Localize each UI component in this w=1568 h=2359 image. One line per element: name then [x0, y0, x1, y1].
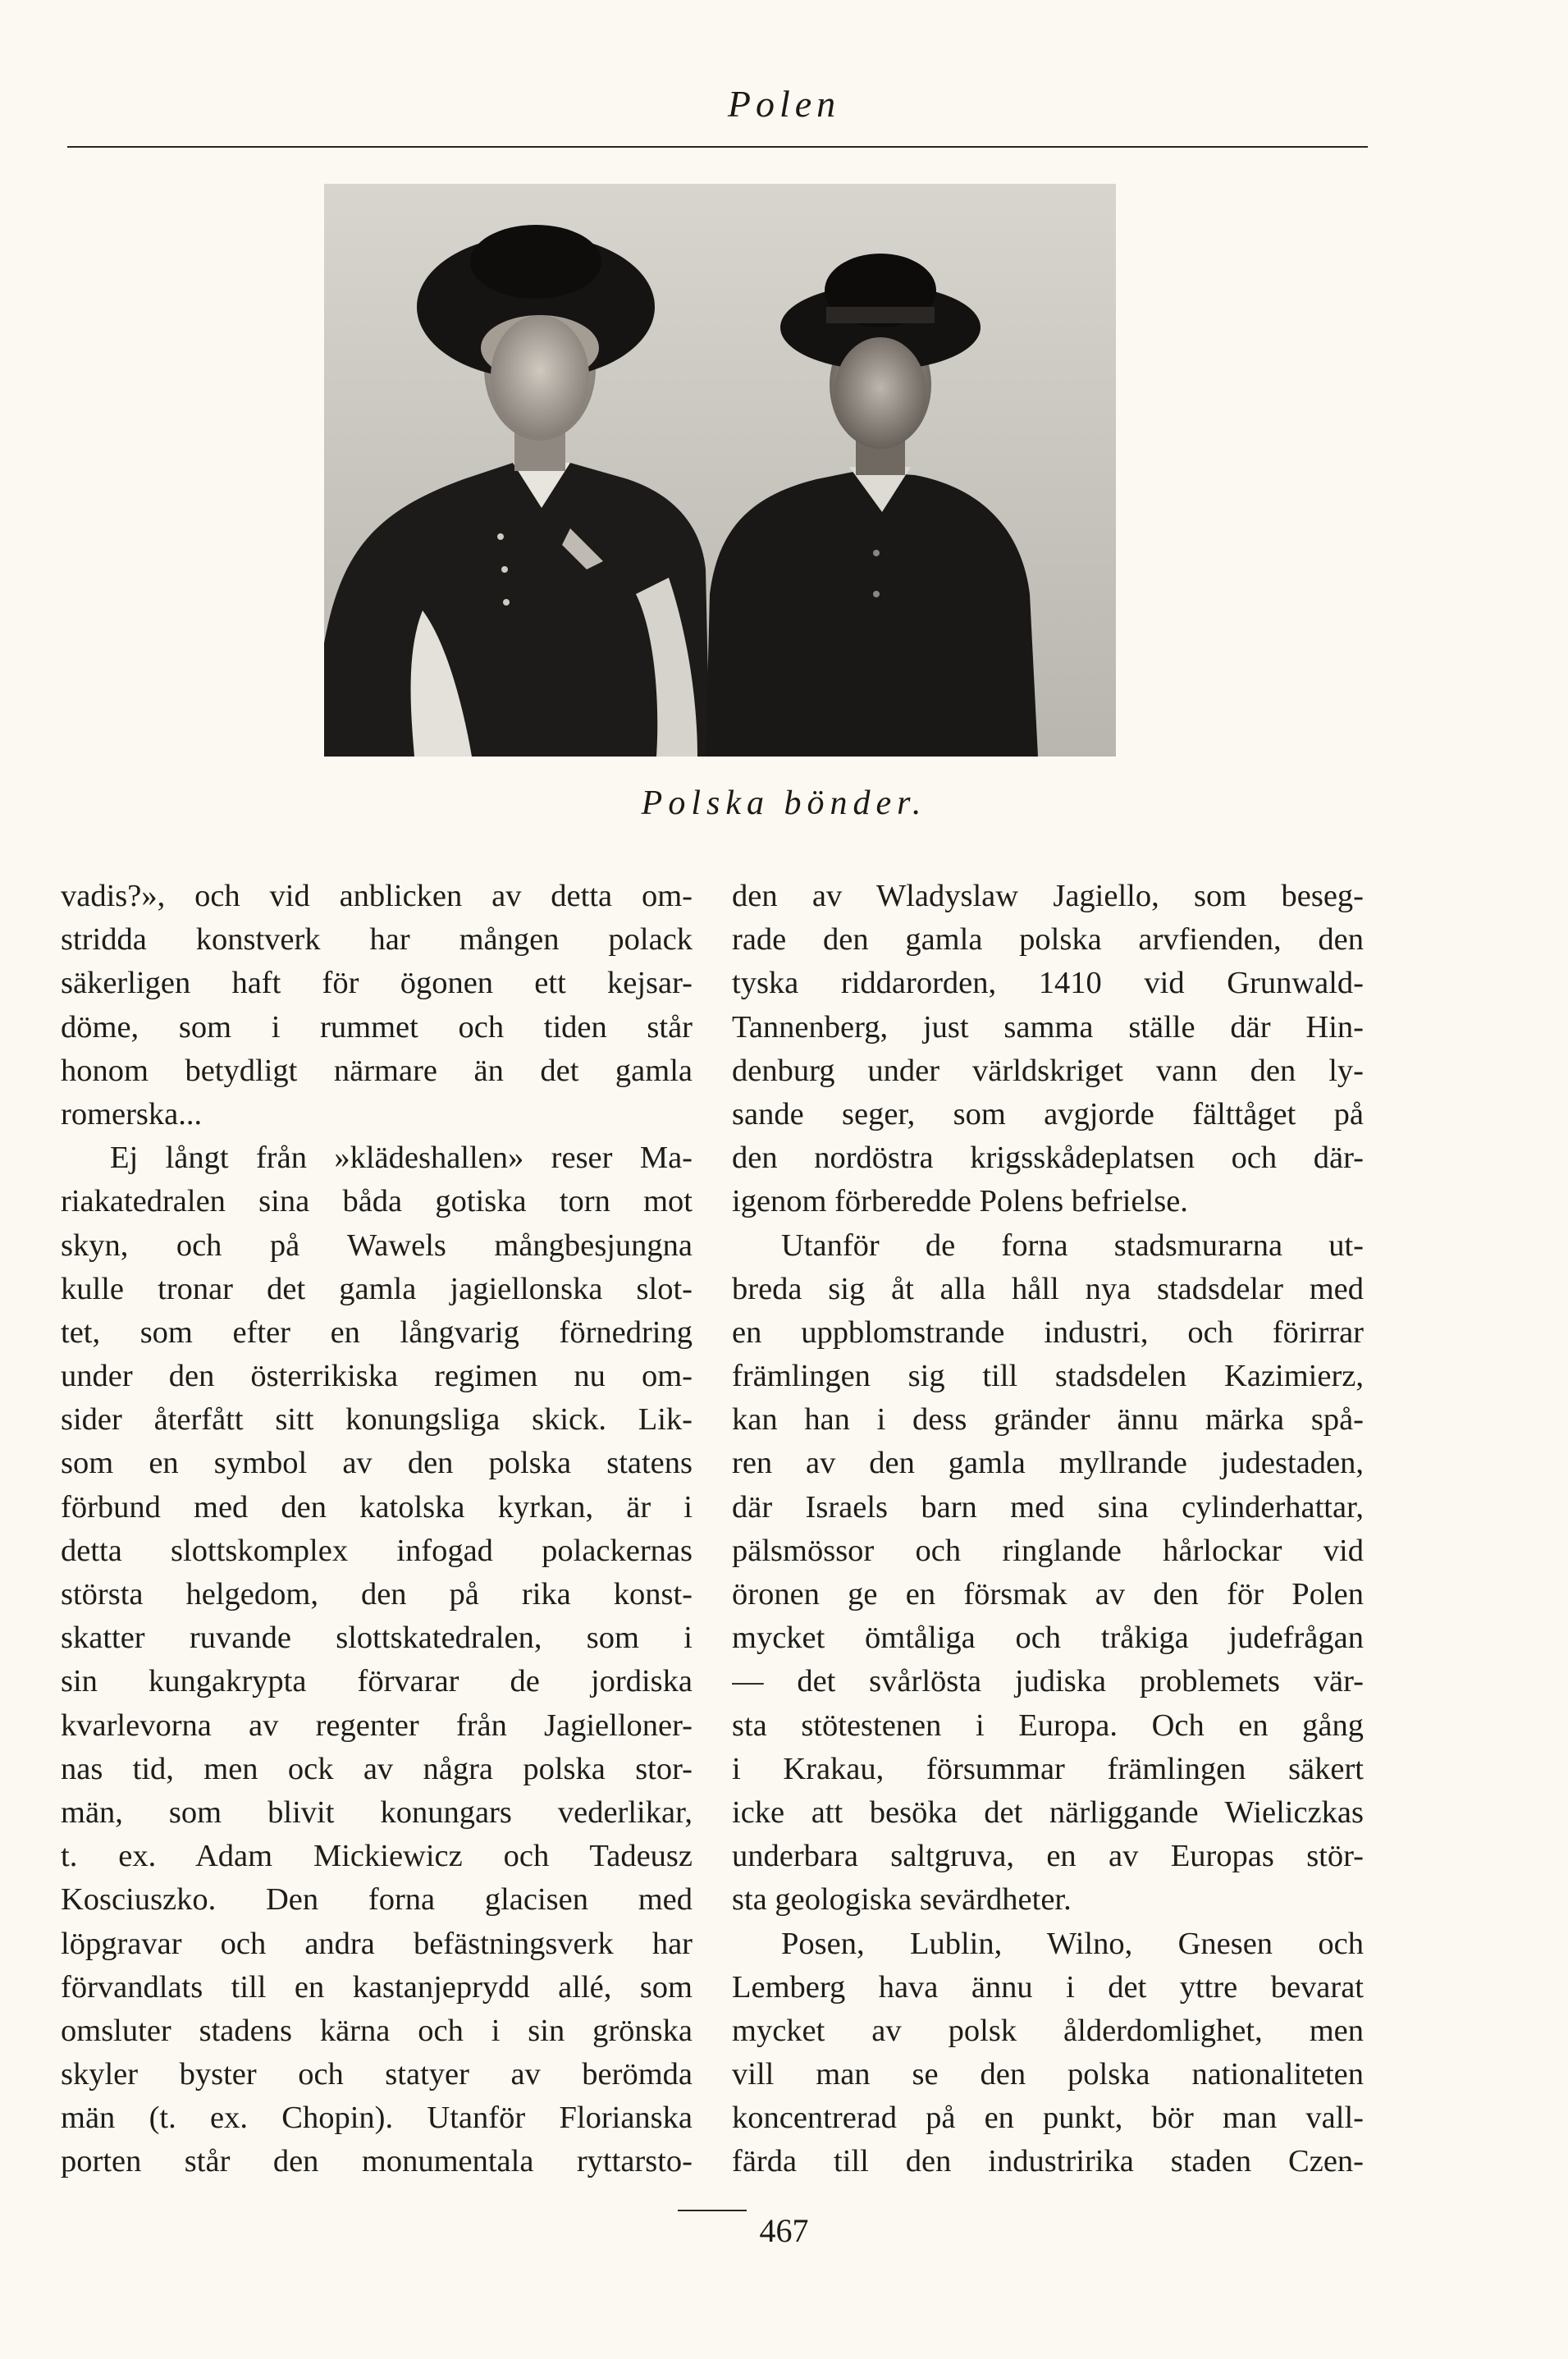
text-line: den av Wladyslaw Jagiello, som beseg- — [732, 879, 1364, 913]
text-line: sin kungakrypta förvarar de jordiska — [61, 1664, 693, 1699]
text-line: kvarlevorna av regenter från Jagielloner- — [61, 1708, 693, 1743]
text-line: sta stötestenen i Europa. Och en gång — [732, 1708, 1364, 1743]
text-line: färda till den industririka staden Czen- — [732, 2144, 1364, 2179]
text-line: ren av den gamla myllrande judestaden, — [732, 1446, 1364, 1481]
text-line: Lemberg hava ännu i det yttre bevarat — [732, 1969, 1364, 2005]
text-line: rade den gamla polska arvfienden, den — [732, 922, 1364, 958]
text-line: sider återfått sitt konungsliga skick. Lik- — [61, 1402, 693, 1438]
photo-caption: Polska bönder. — [641, 784, 927, 822]
text-line: tyska riddarorden, 1410 vid Grunwald- — [732, 966, 1364, 1001]
text-line: Posen, Lublin, Wilno, Gnesen och — [781, 1926, 1364, 1961]
text-line: förvandlats till en kastanjeprydd allé, som — [61, 1969, 693, 2005]
page-number: 467 — [759, 2212, 809, 2249]
text-line: kan han i dess gränder ännu märka spå- — [732, 1402, 1364, 1438]
text-line: säkerligen haft för ögonen ett kejsar- — [61, 966, 693, 1001]
text-line: underbara saltgruva, en av Europas stör- — [732, 1839, 1364, 1874]
text-line: sande seger, som avgjorde fälttåget på — [732, 1096, 1364, 1131]
text-line: döme, som i rummet och tiden står — [61, 1009, 693, 1045]
header-rule — [67, 146, 1368, 148]
text-line: skatter ruvande slottskatedralen, som i — [61, 1621, 693, 1656]
text-line: största helgedom, den på rika konst- — [61, 1577, 693, 1612]
text-line: riakatedralen sina båda gotiska torn mot — [61, 1184, 693, 1219]
text-line: icke att besöka det närliggande Wieliczkas — [732, 1794, 1364, 1830]
text-line: denburg under världskriget vann den ly- — [732, 1053, 1364, 1088]
photo-polish-peasants — [324, 184, 1116, 757]
text-line: män, som blivit konungars vederlikar, — [61, 1794, 693, 1830]
text-line: detta slottskomplex infogad polackernas — [61, 1533, 693, 1568]
text-line: stridda konstverk har mången polack — [61, 922, 693, 958]
page-header-title: Polen — [727, 83, 841, 125]
text-line: mycket av polsk ålderdomlighet, men — [732, 2013, 1364, 2048]
text-line: förbund med den katolska kyrkan, är i — [61, 1489, 693, 1525]
text-line: öronen ge en försmak av den för Polen — [732, 1577, 1364, 1612]
text-line: kulle tronar det gamla jagiellonska slot- — [61, 1271, 693, 1306]
text-line: skyler byster och statyer av berömda — [61, 2057, 693, 2092]
text-line: omsluter stadens kärna och i sin grönska — [61, 2013, 693, 2048]
text-line: mycket ömtåliga och tråkiga judefrågan — [732, 1621, 1364, 1656]
text-line: främlingen sig till stadsdelen Kazimierz, — [732, 1359, 1364, 1394]
text-line: män (t. ex. Chopin). Utanför Florianska — [61, 2101, 693, 2136]
text-line: koncentrerad på en punkt, bör man vall- — [732, 2101, 1364, 2136]
text-line: tet, som efter en långvarig förnedring — [61, 1314, 693, 1350]
text-line: Tannenberg, just samma ställe där Hin- — [732, 1009, 1364, 1045]
text-line: den nordöstra krigsskådeplatsen och där- — [732, 1141, 1364, 1176]
text-line: igenom förberedde Polens befrielse. — [732, 1184, 1188, 1219]
text-line: en uppblomstrande industri, och förirrar — [732, 1314, 1364, 1350]
text-line: Ej långt från »klädeshallen» reser Ma- — [110, 1141, 693, 1176]
text-line: i Krakau, försummar främlingen säkert — [732, 1751, 1364, 1786]
text-line: som en symbol av den polska statens — [61, 1446, 693, 1481]
text-line: honom betydligt närmare än det gamla — [61, 1053, 693, 1088]
text-line: nas tid, men ock av några polska stor- — [61, 1751, 693, 1786]
text-line: där Israels barn med sina cylinderhattar, — [732, 1489, 1364, 1525]
text-line: breda sig åt alla håll nya stadsdelar med — [732, 1271, 1364, 1306]
text-line: t. ex. Adam Mickiewicz och Tadeusz — [61, 1839, 693, 1874]
text-column-right — [732, 875, 1364, 2184]
text-line: Kosciuszko. Den forna glacisen med — [61, 1882, 693, 1918]
text-line: Utanför de forna stadsmurarna ut- — [781, 1228, 1364, 1263]
text-line: romerska... — [61, 1096, 203, 1131]
text-line: — det svårlösta judiska problemets vär- — [732, 1664, 1364, 1699]
text-column-left — [61, 875, 693, 2184]
text-line: löpgravar och andra befästningsverk har — [61, 1926, 693, 1961]
text-line: porten står den monumentala ryttarsto- — [61, 2144, 693, 2179]
text-line: under den österrikiska regimen nu om- — [61, 1359, 693, 1394]
text-line: sta geologiska sevärdheter. — [732, 1882, 1072, 1918]
text-line: pälsmössor och ringlande hårlockar vid — [732, 1533, 1364, 1568]
text-line: vadis?», och vid anblicken av detta om- — [61, 879, 693, 913]
text-line: vill man se den polska nationaliteten — [732, 2057, 1364, 2092]
text-line: skyn, och på Wawels mångbesjungna — [61, 1228, 693, 1263]
